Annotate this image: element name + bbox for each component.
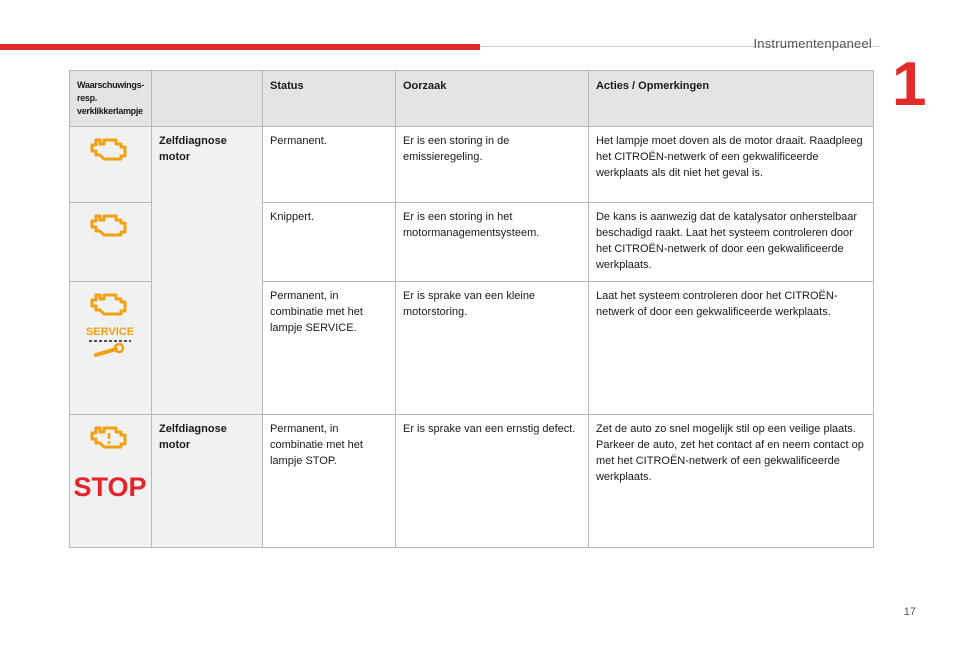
lamp-cell — [70, 414, 152, 547]
lamp-cell — [70, 281, 152, 414]
header-accent-bar — [0, 44, 480, 50]
header-light-name — [151, 71, 262, 127]
table-row — [70, 414, 874, 547]
actions-cell: De kans is aanwezig dat de katalysator onherstelbaar beschadigd raakt. Laat het systeem controleren door het CITROËN-netwerk of door een gekwalificeerde werkplaats. — [588, 203, 873, 282]
section-title: Instrumentenpaneel — [753, 36, 872, 51]
light-name-cell: Zelfdiagnose motor — [151, 127, 262, 415]
engine-amber-icon — [90, 134, 130, 162]
cause-cell: Er is een storing in de emissieregeling. — [395, 127, 588, 203]
table-header-row — [70, 71, 874, 127]
header-actions: Acties / Opmerkingen — [588, 71, 873, 127]
warning-lights-table — [69, 70, 874, 548]
status-cell: Permanent, in combinatie met het lampje SERVICE. — [262, 281, 395, 414]
engine-amber-icon — [90, 289, 130, 317]
light-name-cell: Zelfdiagnose motor — [151, 414, 262, 547]
stop-label: STOP — [73, 471, 147, 502]
lamp-cell — [70, 127, 152, 203]
table-row — [70, 127, 874, 203]
actions-cell: Laat het systeem controleren door het CITROËN-netwerk of door een gekwalificeerde werkplaats. — [588, 281, 873, 414]
stop-icon — [73, 468, 147, 502]
cause-cell: Er is sprake van een ernstig defect. — [395, 414, 588, 547]
status-cell: Permanent, in combinatie met het lampje STOP. — [262, 414, 395, 547]
status-cell: Knippert. — [262, 203, 395, 282]
engine-amber-icon — [90, 210, 130, 238]
status-cell: Permanent. — [262, 127, 395, 203]
actions-cell: Zet de auto zo snel mogelijk stil op een veilige plaats. Parkeer de auto, zet het contact af en neem contact op met het CITROËN-netwerk of een gekwalificeerde werkplaats. — [588, 414, 873, 547]
cause-cell: Er is een storing in het motormanagementsysteem. — [395, 203, 588, 282]
service-label: SERVICE — [86, 325, 135, 338]
lamp-cell — [70, 203, 152, 282]
header-status: Status — [262, 71, 395, 127]
chapter-number: 1 — [892, 50, 927, 119]
header-cause: Oorzaak — [395, 71, 588, 127]
cause-cell: Er is sprake van een kleine motorstoring. — [395, 281, 588, 414]
service-wrench-icon — [86, 325, 134, 361]
actions-cell: Het lampje moet doven als de motor draait. Raadpleeg het CITROËN-netwerk of een gekwalificeerde werkplaats als dit niet het geval is. — [588, 127, 873, 203]
engine-red-icon — [90, 422, 130, 452]
page-number: 17 — [903, 606, 916, 618]
header-lamp: Waarschuwings- resp. verklikkerlampje — [70, 71, 152, 127]
